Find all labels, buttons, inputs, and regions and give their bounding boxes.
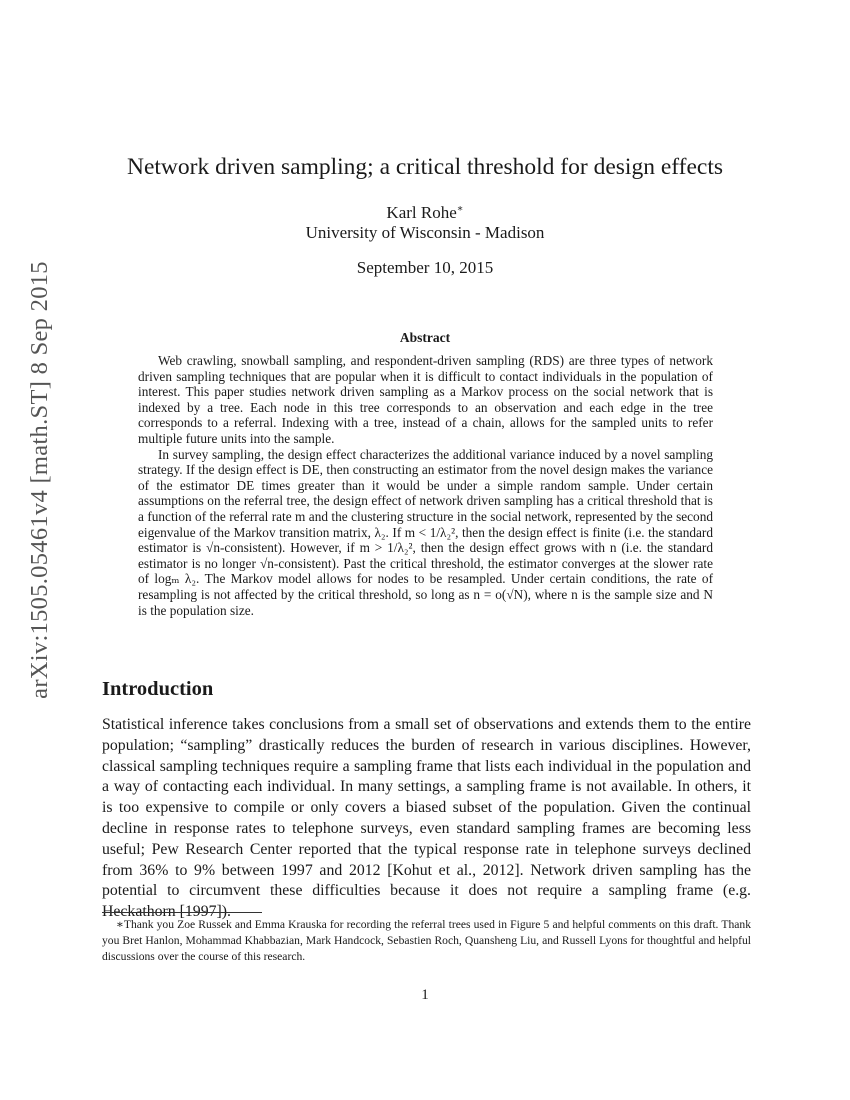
author-name: Karl Rohe	[386, 203, 457, 222]
author-line	[0, 203, 850, 223]
author-footnote-mark: ∗	[456, 203, 464, 215]
abstract-body	[138, 353, 713, 618]
abstract-heading: Abstract	[399, 330, 451, 345]
affiliation: University of Wisconsin - Madison	[305, 223, 545, 242]
date: September 10, 2015	[356, 258, 494, 277]
footnote-rule	[102, 912, 262, 913]
paper-title: Network driven sampling; a critical threshold for design effects	[126, 154, 724, 180]
abstract-paragraph: In survey sampling, the design effect characterizes the additional variance induced by a novel sampling strategy. If the design effect is DE, then constructing an estimator from the novel design makes the variance of the estimator DE times greater than it would be under a simple random sample. Under certain assumptions on the referral tree, the design effect of network driven sampling has a critical threshold that is a function of the referral rate m and the clustering structure in the social network, represented by the second eigenvalue of the Markov transition matrix, λ₂. If m < 1/λ₂², then the design effect is finite (i.e. the standard estimator is √n-consistent). However, if m > 1/λ₂², then the design effect grows with n (i.e. the standard estimator is no longer √n-consistent). Past the critical threshold, the estimator converges at the slower rate of logₘ λ₂. The Markov model allows for nodes to be resampled. Under certain conditions, the rate of resampling is not affected by the critical threshold, so long as n = o(√N), where n is the sample size and N is the population size.	[138, 446, 713, 618]
section-heading: Introduction	[102, 678, 214, 700]
footnote	[102, 917, 751, 965]
arxiv-identifier: arXiv:1505.05461v4 [math.ST] 8 Sep 2015	[26, 261, 53, 699]
section-body	[102, 715, 751, 923]
body-paragraph: Statistical inference takes conclusions from a small set of observations and extends them to the entire population; “sampling” drastically reduces the burden of research in various disciplines. However, classical sampling techniques require a sampling frame that lists each individual in the population and a way of contacting each individual. In many settings, a sampling frame is not available. In others, it is too expensive to compile or only covers a biased subset of the population. Given the continual decline in response rates to telephone surveys, even standard sampling frames are becoming less useful; Pew Research Center reported that the typical response rate in telephone surveys declined from 36% to 9% between 1997 and 2012 [Kohut et al., 2012]. Network driven sampling has the potential to circumvent these difficulties because it does not require a sampling frame (e.g. Heckathorn [1997]).	[102, 716, 751, 921]
page-number: 1	[421, 987, 429, 1003]
abstract-paragraph: Web crawling, snowball sampling, and respondent-driven sampling (RDS) are three types of network driven sampling techniques that are popular when it is difficult to contact individuals in the population of interest. This paper studies network driven sampling as a Markov process on the social network that is indexed by a tree. Each node in this tree corresponds to an observation and each edge in the tree corresponds to a referral. Indexing with a tree, instead of a chain, allows for the sampled units to refer multiple future units into the sample.	[138, 353, 713, 446]
footnote-text: ∗Thank you Zoe Russek and Emma Krauska for recording the referral trees used in Figure 5 and helpful comments on this draft. Thank you Bret Hanlon, Mohammad Khabbazian, Mark Handcock, Sebastien Roch, Quansheng Liu, and Russell Lyons for thoughtful and helpful discussions over the course of this research.	[102, 918, 751, 963]
